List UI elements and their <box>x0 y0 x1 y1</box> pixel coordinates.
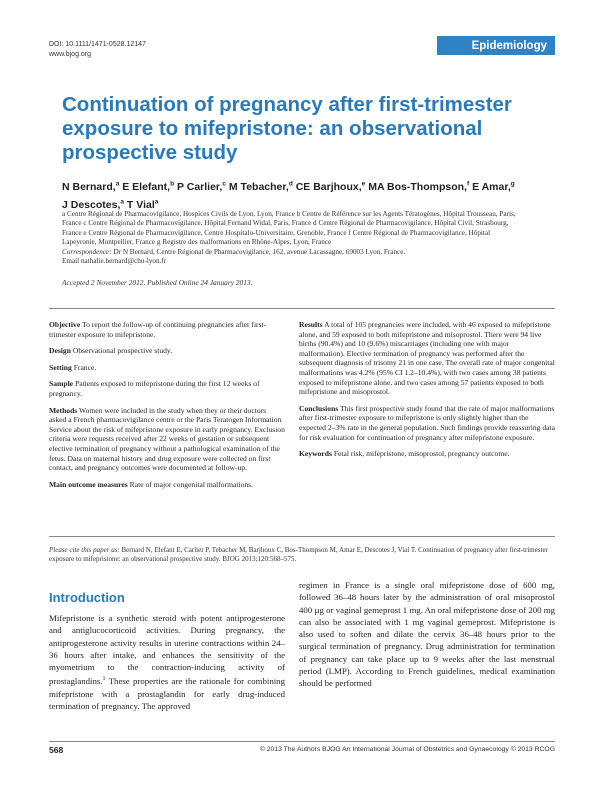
correspondence-label: Correspondence: <box>62 247 112 256</box>
copyright-footer: © 2013 The Authors BJOG An International Journal of Obstetrics and Gynaecology © 2013 RCOG <box>259 746 555 753</box>
abstract-setting: Setting France. <box>49 362 97 372</box>
abstract-methods: Methods Women were included in the study when they or their doctors asked a French pharmacovigilance centre or the Paris Teratogen Information Service about the risk of mifepristone exposure in early pregnancy. Exclusion criteria were requests received after 22 weeks of gestation or subsequent elective termination of pregnancy without a pathological examination of the fetus. Data on maternal history and drug exposure were collected on first contact, and pregnancy outcomes were documented at follow-up. <box>49 405 285 473</box>
intro-paragraph-right: regimen in France is a single oral mifepristone dose of 600 mg, followed 36–48 hours later by the administration of oral misoprostol 400 µg or vaginal gemeprost 1 mg. An oral mifepristone dose of 200 mg can also be associated with 1 mg vaginal gemeprost. Mifepristone is also used to soften and dilate the cervix 36–48 hours prior to the surgical termination of pregnancy. Drug administration for termination of pregnancy can take place up to 9 weeks after the last menstrual period (LMP). According to French guidelines, medical examination should be performed <box>299 580 555 689</box>
abstract-conclusions: Conclusions This first prospective study found that the rate of major malformations after first-trimester exposure to mifepristone is only slightly higher than the expected 2–3% rate in the general population. Such findings provide reassuring data for risk evaluation for continuation of pregnancy after mifepristone exposure. <box>299 403 555 442</box>
page-number: 568 <box>49 745 64 755</box>
author: T Vial$^a$ <box>126 198 159 211</box>
citation-note <box>49 546 555 565</box>
doi-block <box>49 40 146 59</box>
footer-rule <box>49 741 555 742</box>
author: E Amar,$^g$ <box>472 180 515 193</box>
author-list <box>62 176 522 213</box>
author: M Tebacher,$^d$ <box>228 180 293 193</box>
abstract-left-column <box>49 320 285 496</box>
author: N Bernard,$^a$ <box>62 180 120 193</box>
abstract-results: Results A total of 105 pregnancies were included, with 46 exposed to mifepristone alone, and 59 exposed to both mifepristone and misoprostol. There were 94 live births (90.4%) and 10 (9.6%) miscarriages (including one with major malformation). Elective termination of pregnancy was performed after the subsequent diagnosis of trisomy 21 in one case. The overall rate of major congenital malformations was 4.2% (95% CI 1.2–10.4%), with two cases among 38 patients exposed to mifepristone alone, and two cases among 57 patients exposed to both mifepristone and misoprostol. <box>299 320 555 397</box>
introduction-heading: Introduction <box>49 590 125 605</box>
body-left-column <box>49 612 285 712</box>
author: MA Bos-Thompson,$^f$ <box>368 180 470 193</box>
author: J Descotes,$^a$ <box>62 198 124 211</box>
journal-url[interactable]: www.bjog.org <box>49 50 92 58</box>
abstract-top-rule <box>49 308 555 309</box>
abstract-objective: Objective To report the follow-up of continuing pregnancies after first-trimester exposure to mifepristone. <box>49 320 267 339</box>
abstract-right-column <box>299 320 555 466</box>
abstract-design: Design Observational prospective study. <box>49 346 173 356</box>
accepted-dates: Accepted 2 November 2012. Published Online 24 January 2013. <box>62 278 253 287</box>
doi-text: DOI: 10.1111/1471-0528.12147 <box>49 41 146 48</box>
citation-label: Please cite this paper as: <box>49 546 120 554</box>
abstract-outcome: Main outcome measures Rate of major congenital malformations. <box>49 479 254 489</box>
author: P Carlier,$^c$ <box>177 180 226 193</box>
citation-text: Bernard N, Elefant E, Carlier P, Tebacher M, Barjhoux C, Bos-Thompson M, Amar E, Descotes J, Vial T. Continuation of pregnancy after first-trimester exposure to mifepristone: an observational prospective study. BJOG 2013;120:568–575. <box>49 546 548 564</box>
intro-paragraph: Mifepristone is a synthetic steroid with potent antiprogesterone and antiglucocorticoid activities. During pregnancy, the antiprogesterone activity results in uterine contractions within 24–36 hours after intake, and enhances the sensitivity of the myometrium to the contraction-inducing activity of prostaglandins. <box>49 613 285 687</box>
reference-marker[interactable]: 1 <box>102 676 106 683</box>
section-tag: Epidemiology <box>437 36 555 55</box>
correspondence-address: Dr N Bernard, Centre Régional de Pharmacovigilance, 162, avenue Lacassagne, 69003 Lyon, France. <box>113 247 406 256</box>
affiliations <box>62 210 524 266</box>
abstract-bottom-rule <box>49 536 555 537</box>
author: CE Barjhoux,$^e$ <box>295 180 366 193</box>
abstract-keywords: Keywords Fetal risk, mifepristone, misoprostol, pregnancy outcome. <box>299 449 510 459</box>
body-right-column <box>299 579 555 690</box>
intro-paragraph-continued: These properties are the rationale for combining mifepristone with a prostaglandin for early drug-induced termination of pregnancy. The approved <box>49 676 285 711</box>
article-title: Continuation of pregnancy after first-trimester exposure to mifepristone: an observational prospective study <box>62 93 512 164</box>
abstract-sample: Sample Patients exposed to mifepristone during the first 12 weeks of pregnancy. <box>49 379 260 398</box>
author: E Elefant,$^b$ <box>122 180 175 193</box>
correspondence-email[interactable]: Email nathalie.bernard@chu-lyon.fr <box>62 257 167 266</box>
affiliation-list: a Centre Régional de Pharmacovigilance, Hospices Civils de Lyon, Lyon, France b Centre de Référence sur les Agents Tératogènes, Hôpital Trousseau, Paris, France c Centre Régional de Pharmacovigilance, Hôpital Fernand Widal, Paris, France d Centre Régional de Pharmacovigilance, Hôpital Civil, Strasbourg, France e Centre Régional de Pharmacovigilance, Centre Hospitalo-Universitaire, Grenoble, France f Centre Régional de Pharmacovigilance, Hôpital Lapeyronie, Montpellier, France g Registre des malformations en Rhône-Alpes, Lyon, France <box>62 210 516 247</box>
